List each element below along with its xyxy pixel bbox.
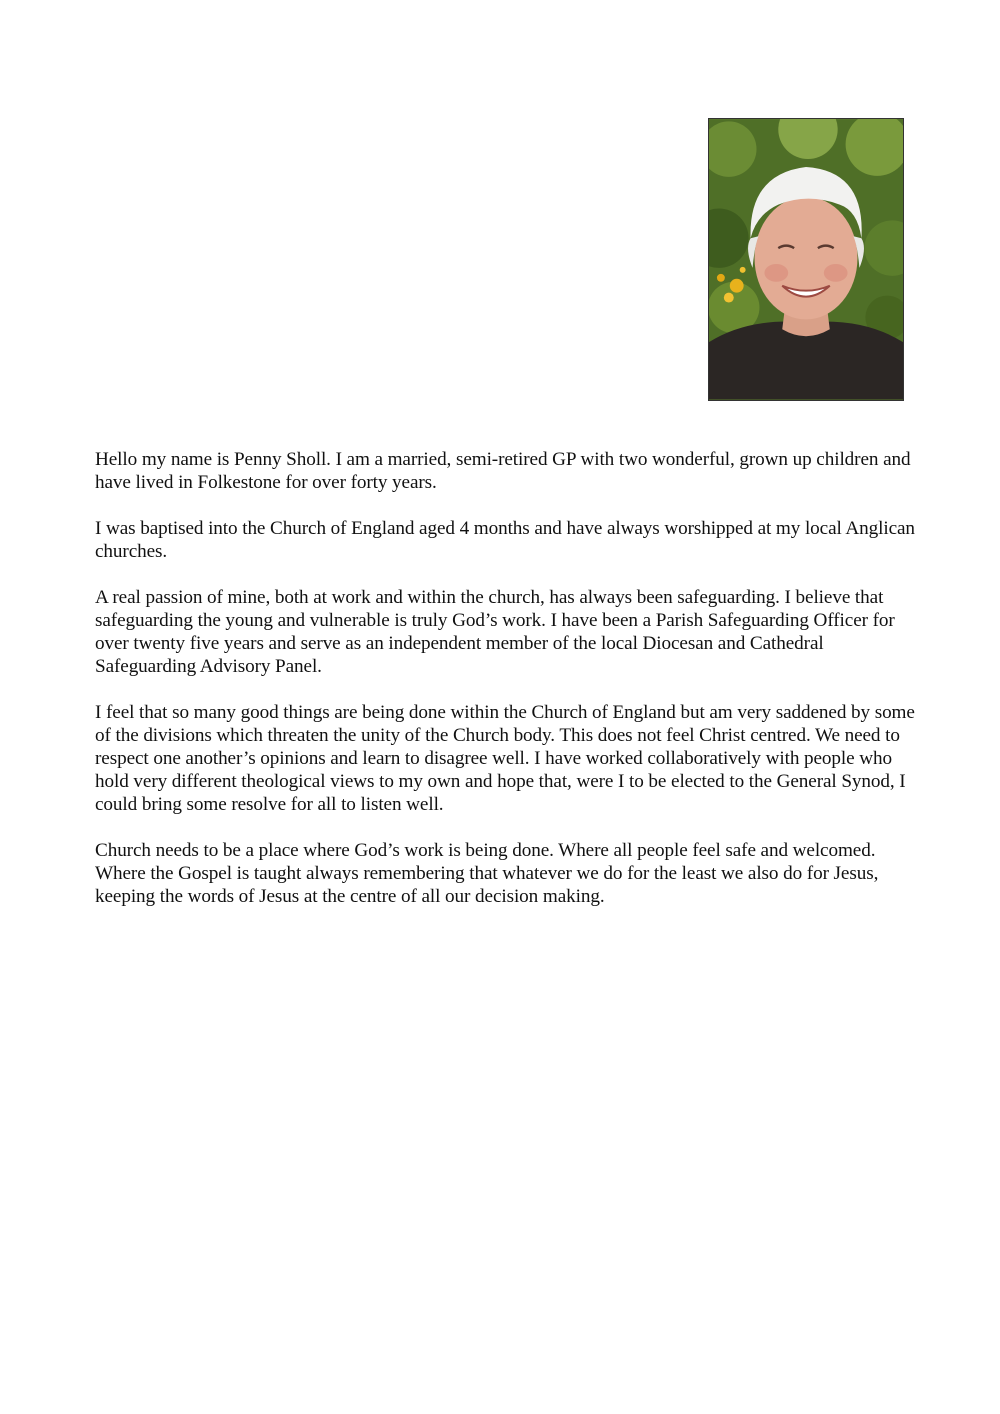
paragraph-introduction: Hello my name is Penny Sholl. I am a married, semi-retired GP with two wonderful, grown up children and have lived in Folkestone for over forty years. [95, 449, 911, 493]
paragraph-unity: I feel that so many good things are being done within the Church of England but am very saddened by some of the divisions which threaten the unity of the Church body. This does not feel Christ centred. We need to respect one another’s opinions and learn to disagree well. I have worked collaboratively with people who hold very different theological views to my own and hope that, were I to be elected to the General Synod, I could bring some resolve for all to listen well. [95, 702, 915, 815]
paragraph-safeguarding: A real passion of mine, both at work and within the church, has always been safeguarding. I believe that safeguarding the young and vulnerable is truly God’s work. I have been a Parish Safeguarding Officer for over twenty five years and serve as an independent member of the local Diocesan and Cathedral Safeguarding Advisory Panel. [95, 587, 895, 677]
candidate-statement [95, 448, 915, 931]
paragraph-church-vision: Church needs to be a place where God’s work is being done. Where all people feel safe and welcomed. Where the Gospel is taught always remembering that whatever we do for the least we also do for Jesus, keeping the words of Jesus at the centre of all our decision making. [95, 840, 879, 907]
paragraph-baptism: I was baptised into the Church of England aged 4 months and have always worshipped at my local Anglican churches. [95, 518, 915, 562]
portrait-photo [708, 118, 904, 401]
